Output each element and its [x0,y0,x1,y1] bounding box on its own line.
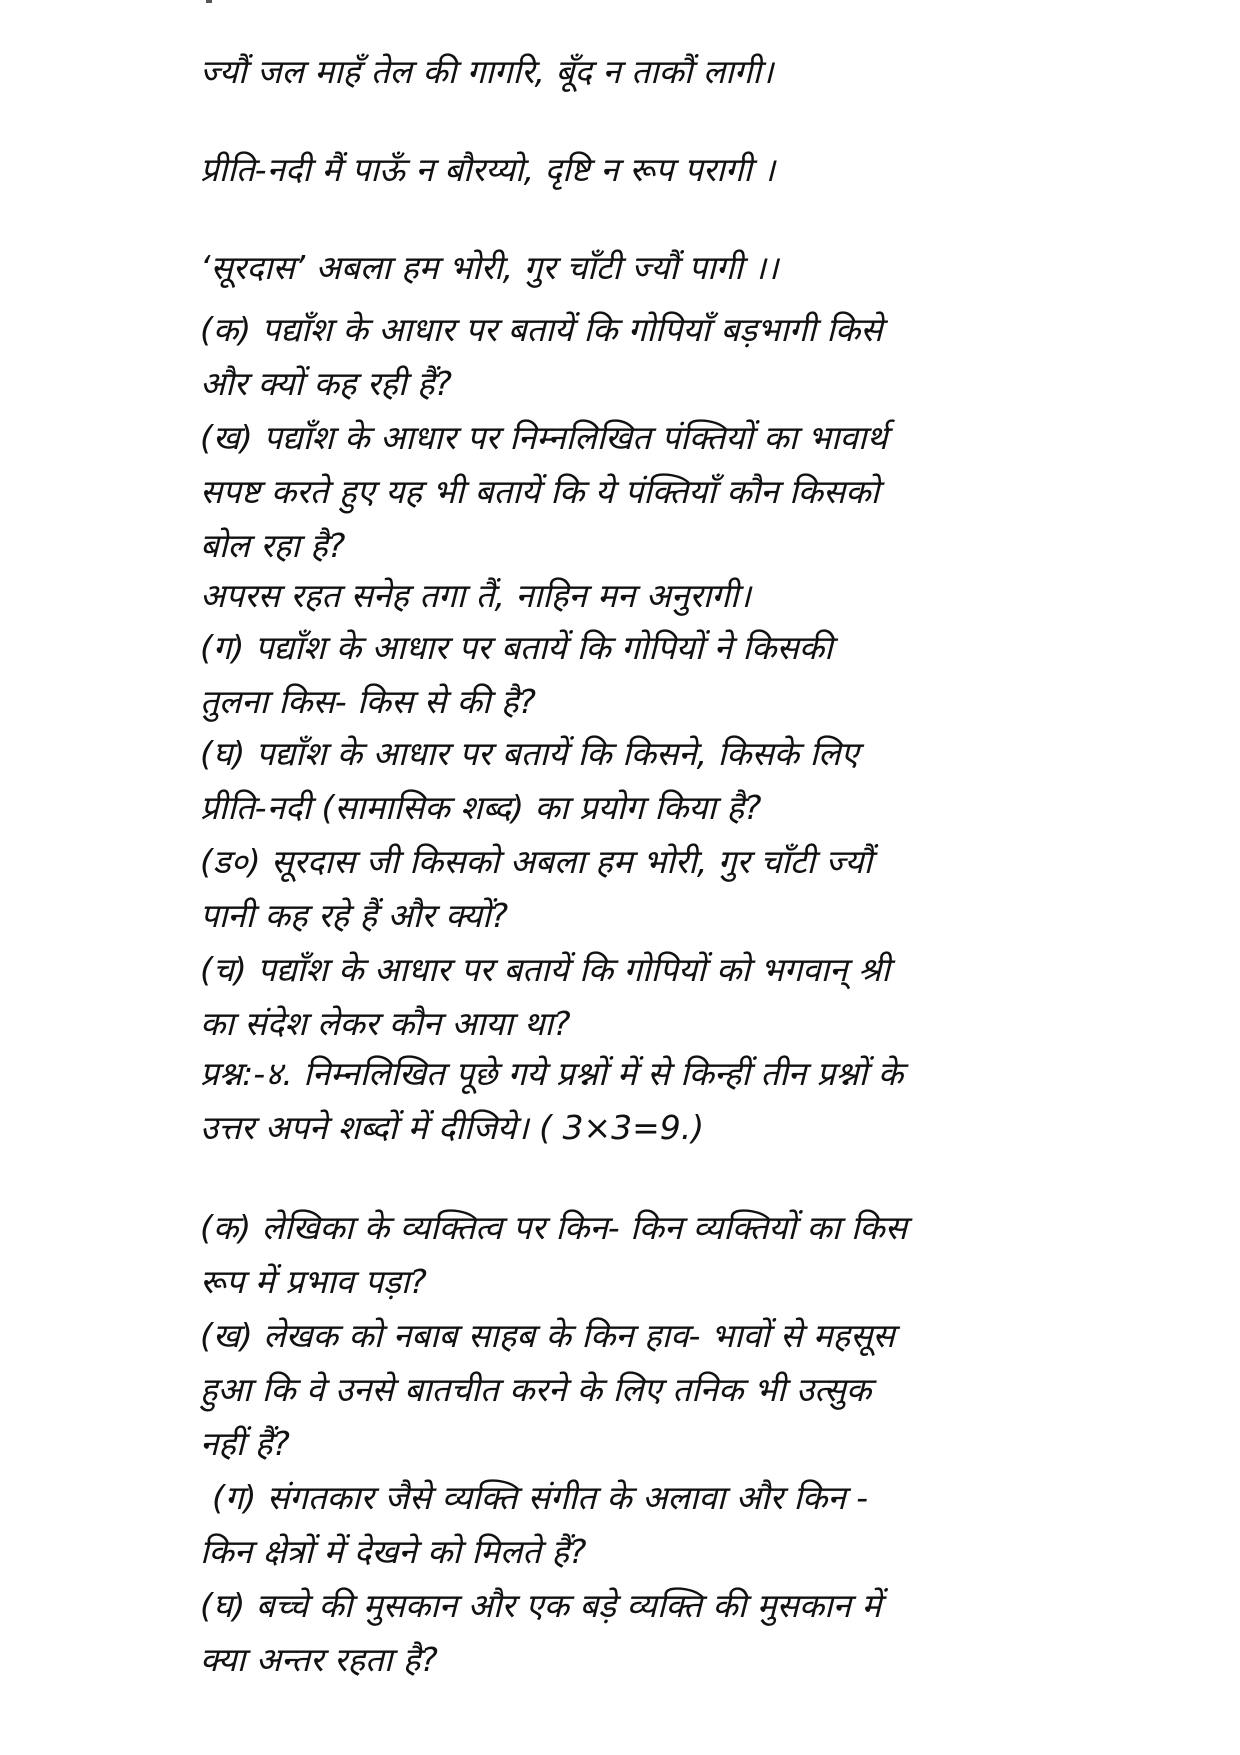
poem-line-2: प्रीति-नदी मैं पाऊँ न बौरय्यो, दृष्टि न रूप परागी । [200,150,775,189]
q4-ga-line-1: (ग) संगतकार जैसे व्यक्ति संगीत के अलावा और किन - [212,1478,869,1517]
poem-line-3: ‘सूरदास’ अबला हम भोरी, गुर चाँटी ज्यौं पागी ।। [200,248,779,287]
poem-line-1: ज्यौं जल माहँ तेल की गागरि, बूँद न ताकौं लागी। [200,52,774,91]
q3-da-line-1: (ड०) सूरदास जी किसको अबला हम भोरी, गुर चाँटी ज्यौं [200,842,873,881]
q3-kha-line-3: बोल रहा है? [200,526,346,565]
scan-mark [206,0,212,3]
q4-kha-line-1: (ख) लेखक को नबाब साहब के किन हाव- भावों से महसूस [200,1316,895,1355]
q3-da-line-2: पानी कह रहे हैं और क्यों? [200,896,509,935]
q3-ga-line-1: (ग) पद्याँश के आधार पर बतायें कि गोपियों ने किसकी [200,628,833,667]
q4-kha-line-2: हुआ कि वे उनसे बातचीत करने के लिए तनिक भी उत्सुक [200,1370,872,1409]
q4-kha-line-3: नहीं हैं? [200,1424,290,1463]
q3-ka-line-1: (क) पद्याँश के आधार पर बतायें कि गोपियाँ बड़भागी किसे [200,310,883,349]
q4-heading-line-2: उत्तर अपने शब्दों में दीजिये। ( 3×3=9.) [200,1108,705,1147]
q3-kha-line-2: सपष्ट करते हुए यह भी बतायें कि ये पंक्तियाँ कौन किसको [200,472,880,511]
q4-ka-line-2: रूप में प्रभाव पड़ा? [200,1262,427,1301]
q3-gha-line-2: प्रीति-नदी (सामासिक शब्द) का प्रयोग किया है? [200,788,762,827]
q4-gha-line-1: (घ) बच्चे की मुसकान और एक बड़े व्यक्ति की मुसकान में [200,1586,882,1625]
q3-gha-line-1: (घ) पद्याँश के आधार पर बतायें कि किसने, किसके लिए [200,734,859,773]
q4-gha-line-2: क्या अन्तर रहता है? [200,1640,438,1679]
q3-cha-line-1: (च) पद्याँश के आधार पर बतायें कि गोपियों को भगवान् श्री [200,950,890,989]
q4-ka-line-1: (क) लेखिका के व्यक्तित्व पर किन- किन व्यक्तियों का किस [200,1208,908,1247]
q3-ga-line-2: तुलना किस- किस से की है? [200,682,537,721]
q3-cha-line-2: का संदेश लेकर कौन आया था? [200,1004,571,1043]
q3-kha-line-1: (ख) पद्याँश के आधार पर निम्नलिखित पंक्तियों का भावार्थ [200,418,888,457]
q3-kha-quoted-line: अपरस रहत सनेह तगा तैं, नाहिन मन अनुरागी। [200,576,751,615]
q4-heading-line-1: प्रश्न:-४. निम्नलिखित पूछे गये प्रश्नों में से किन्हीं तीन प्रश्नों के [200,1054,904,1093]
q4-ga-line-2: किन क्षेत्रों में देखने को मिलते हैं? [200,1532,587,1571]
q3-ka-line-2: और क्यों कह रही हैं? [200,364,453,403]
